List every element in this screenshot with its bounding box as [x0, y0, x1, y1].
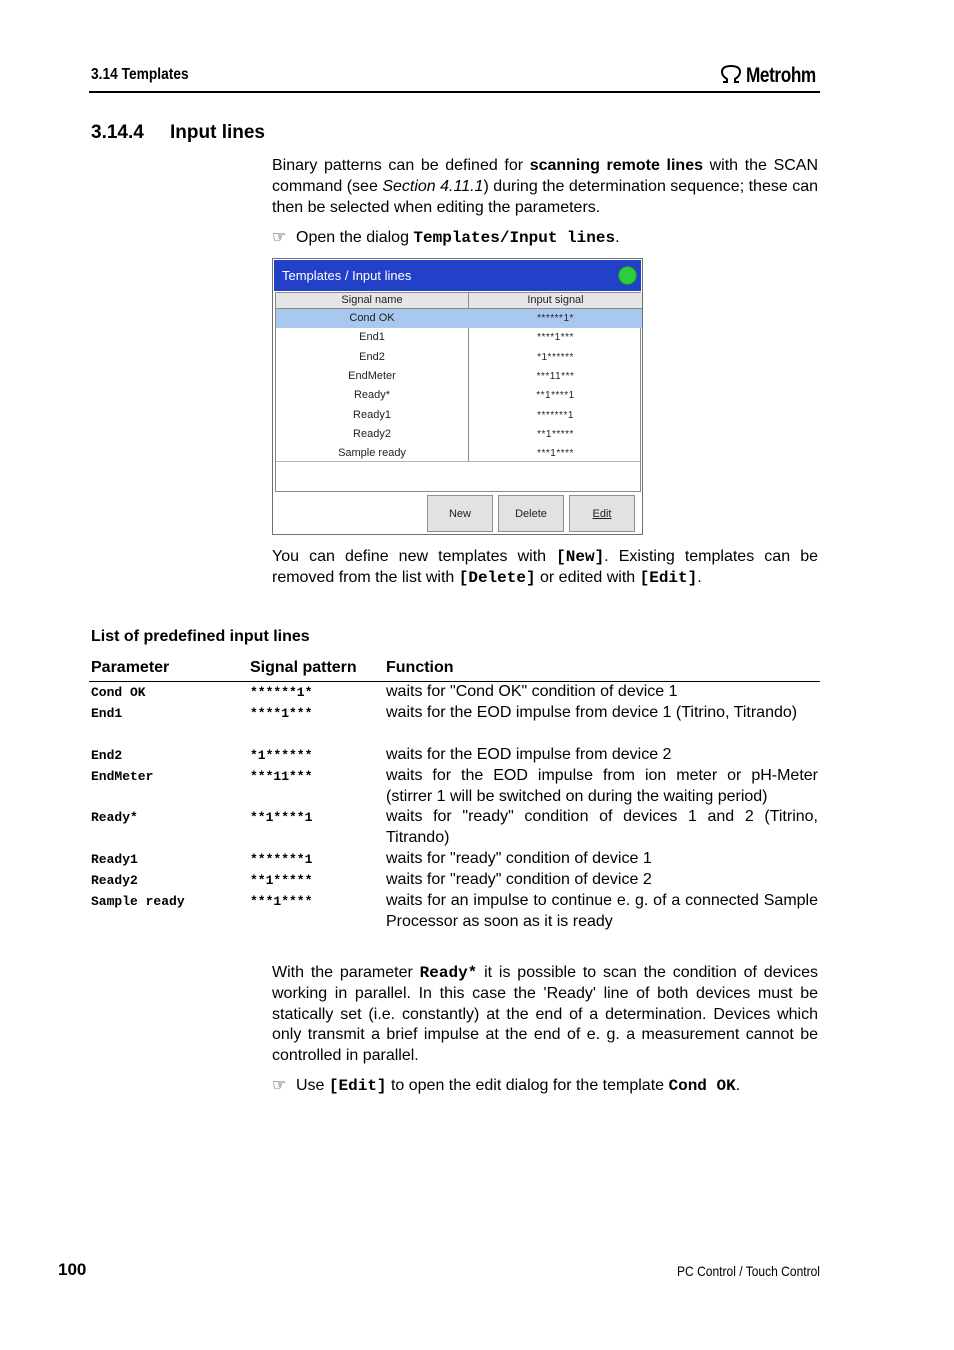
- para-text-3: or edited with: [535, 568, 640, 586]
- column-header-signal-name[interactable]: Signal name: [276, 293, 469, 309]
- intro-text-2: with the SCAN command (see: [272, 157, 819, 195]
- new-key-ref: [New]: [556, 548, 605, 566]
- list-row-ready2[interactable]: [276, 425, 642, 444]
- step-text: Use: [296, 1077, 329, 1094]
- row-input-signal: *******1: [537, 409, 574, 421]
- row-input-signal: ****1***: [537, 332, 574, 344]
- pointing-hand-icon: ☞: [272, 229, 287, 246]
- step-end: .: [615, 229, 620, 246]
- step-edit-template: [272, 1076, 818, 1097]
- row-signal-name: EndMeter: [348, 369, 396, 382]
- column-header-input-signal[interactable]: Input signal: [469, 293, 642, 309]
- status-indicator-icon: [618, 266, 637, 285]
- running-header-section: 3.14 Templates: [91, 66, 189, 83]
- templates-input-lines-dialog: [272, 258, 643, 535]
- signal-cell: **1*****: [250, 873, 313, 888]
- row-input-signal: *1******: [537, 351, 574, 363]
- header-rule: [89, 91, 820, 93]
- row-signal-name: Sample ready: [338, 447, 406, 460]
- column-header-signal-pattern: Signal pattern: [250, 659, 357, 676]
- dialog-title-bar: [274, 260, 641, 291]
- list-end-line: [276, 461, 640, 462]
- product-name: PC Control / Touch Control: [677, 1263, 820, 1279]
- new-button[interactable]: New: [427, 495, 493, 532]
- delete-button[interactable]: Delete: [498, 495, 564, 532]
- row-input-signal: ******1*: [537, 313, 574, 324]
- list-row-end1[interactable]: [276, 328, 642, 347]
- row-input-signal: ***1****: [537, 448, 574, 460]
- param-cell: Sample ready: [91, 894, 185, 909]
- section-number: 3.14.4: [91, 122, 144, 143]
- param-cell: End1: [91, 706, 123, 721]
- signal-cell: ***11***: [250, 769, 313, 784]
- column-header-parameter: Parameter: [91, 659, 170, 676]
- para-text: You can define new templates with: [272, 548, 557, 565]
- brand-name: Metrohm: [746, 64, 816, 87]
- row-input-signal: **1****1: [536, 390, 575, 402]
- function-cell: waits for "ready" condition of devices 1 and 2 (Titrino, Titrando): [386, 808, 818, 846]
- function-cell: waits for the EOD impulse from ion meter or pH-Meter (stirrer 1 will be switched on during the waiting period): [386, 767, 818, 805]
- step-end: .: [735, 1077, 741, 1094]
- row-signal-name: Ready*: [353, 389, 391, 402]
- para-end: .: [697, 568, 702, 586]
- list-row-endmeter[interactable]: [276, 367, 642, 386]
- section-reference: Section 4.11.1: [382, 177, 484, 195]
- row-input-signal: ***11***: [536, 370, 575, 382]
- signal-cell: *1******: [250, 748, 313, 763]
- intro-paragraph: [272, 156, 818, 218]
- row-signal-name: Ready2: [353, 427, 391, 440]
- row-signal-name: Ready1: [353, 408, 391, 421]
- list-heading: List of predefined input lines: [91, 628, 310, 645]
- intro-bold: scanning remote lines: [529, 157, 703, 174]
- dialog-title: Templates / Input lines: [282, 268, 412, 283]
- page-number: 100: [58, 1260, 87, 1279]
- function-cell: waits for "ready" condition of device 2: [386, 871, 652, 888]
- omega-logo-icon: [719, 64, 743, 89]
- row-signal-name: End1: [359, 331, 385, 344]
- pointing-hand-icon: ☞: [272, 1077, 287, 1094]
- function-cell: waits for "ready" condition of device 1: [386, 850, 652, 867]
- edit-key-ref: [Edit]: [328, 1077, 387, 1095]
- row-input-signal: **1*****: [537, 428, 574, 440]
- signal-cell: **1****1: [250, 810, 313, 825]
- function-cell: waits for "Cond OK" condition of device 1: [386, 683, 678, 700]
- step-text-2: to open the edit dialog for the template: [386, 1077, 669, 1094]
- intro-text: Binary patterns can be defined for: [272, 157, 530, 174]
- section-title: Input lines: [170, 122, 265, 143]
- column-header-function: Function: [386, 659, 454, 676]
- signal-cell: ******1*: [250, 685, 313, 700]
- section-heading: [91, 122, 265, 144]
- step-text: Open the dialog: [296, 229, 414, 246]
- row-signal-name: Cond OK: [349, 312, 395, 324]
- intro-text-3: ) during the determination sequence; these can then be selected when editing the parameters.: [272, 177, 819, 216]
- param-cell: End2: [91, 748, 123, 763]
- list-row-end2[interactable]: [276, 348, 642, 367]
- para-text-2: . Existing templates can be removed from the list with: [272, 548, 818, 586]
- list-row-cond-ok[interactable]: [276, 309, 642, 328]
- param-cell: Ready1: [91, 852, 138, 867]
- step-open-dialog: [272, 228, 818, 249]
- edit-key-ref: [Edit]: [639, 568, 698, 587]
- note-text: With the parameter: [272, 964, 420, 981]
- template-name-ref: Cond OK: [668, 1077, 736, 1095]
- function-cell: waits for the EOD impulse from device 1 (Titrino, Titrando): [386, 704, 798, 721]
- function-cell: waits for an impulse to continue e. g. of a connected Sample Processor as soon as it is ready: [386, 892, 818, 930]
- signal-cell: *******1: [250, 852, 313, 867]
- list-row-ready1[interactable]: [276, 406, 642, 425]
- dialog-path: Templates/Input lines: [413, 229, 616, 247]
- signal-cell: ****1***: [250, 706, 313, 721]
- signal-list: [275, 292, 641, 492]
- signal-cell: ***1****: [250, 894, 313, 909]
- param-cell: Ready*: [91, 810, 138, 825]
- ready-param-ref: Ready*: [419, 964, 478, 982]
- param-cell: Cond OK: [91, 685, 146, 700]
- row-signal-name: End2: [359, 350, 385, 363]
- brand-logo: [719, 63, 831, 89]
- param-cell: EndMeter: [91, 769, 154, 784]
- delete-key-ref: [Delete]: [458, 568, 536, 587]
- list-row-ready-star[interactable]: [276, 386, 642, 405]
- function-cell: waits for the EOD impulse from device 2: [386, 746, 672, 763]
- dialog-buttons-paragraph: [272, 547, 818, 589]
- note-text-2: it is possible to scan the condition of devices working in parallel. In this case the 'Ready' line of both devices must be statically set (i.e. constantly) at the end of a determination. Devices which only transmit a brief impulse at the end of e. g. a measurement cannot be controlled in parallel.: [272, 964, 818, 1065]
- param-cell: Ready2: [91, 873, 138, 888]
- ready-note-paragraph: [272, 963, 818, 1067]
- edit-button[interactable]: Edit: [569, 495, 635, 532]
